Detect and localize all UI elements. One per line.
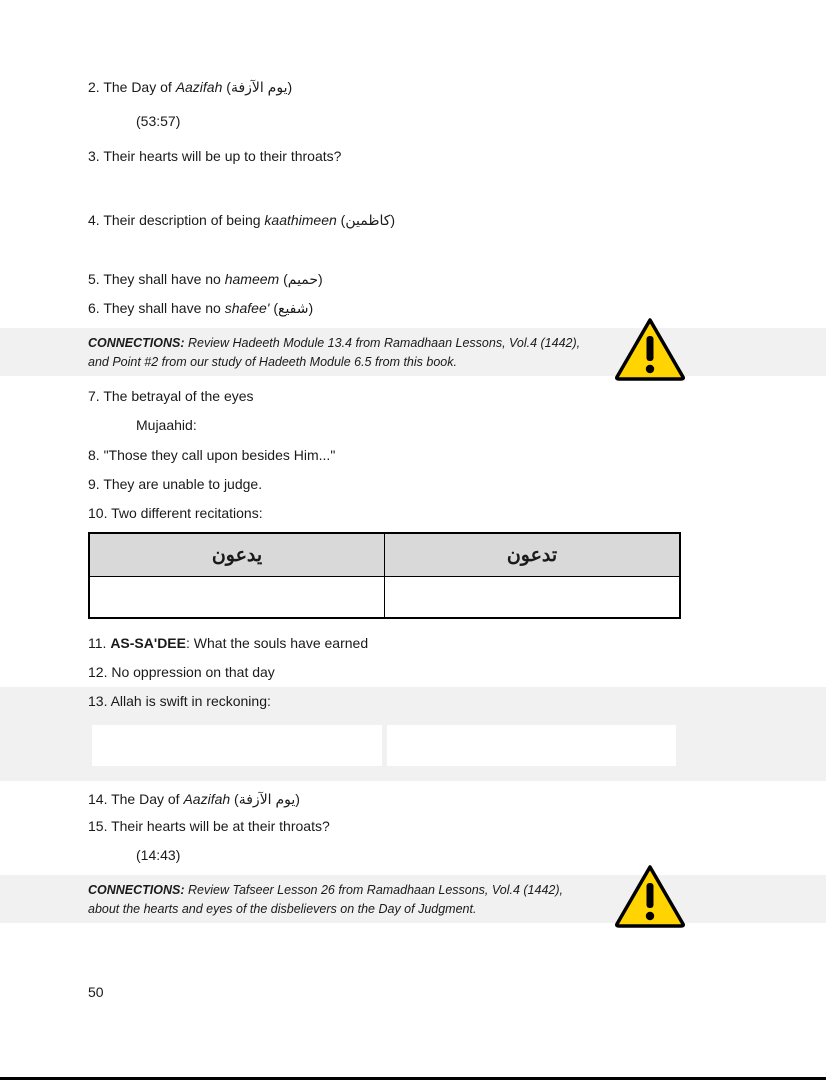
item-11: 11. AS-SA'DEE: What the souls have earned <box>88 635 369 651</box>
item-3: 3. Their hearts will be up to their throats? <box>88 148 342 164</box>
connections-note-2: CONNECTIONS: Review Tafseer Lesson 26 from Ramadhaan Lessons, Vol.4 (1442), about the hearts and eyes of the disbelievers on the Day of Judgment. <box>88 883 563 916</box>
answer-box-right <box>387 725 676 766</box>
recitation-left-header: يدعون <box>89 533 385 577</box>
recitations-table <box>88 532 681 619</box>
item-2: 2. The Day of Aazifah (يوم الآزفة) <box>88 79 293 95</box>
warning-triangle-icon <box>614 863 686 929</box>
item-10: 10. Two different recitations: <box>88 505 263 521</box>
item-15-reference: (14:43) <box>136 847 181 863</box>
warning-triangle-icon <box>614 316 686 382</box>
item-9: 9. They are unable to judge. <box>88 476 263 492</box>
answer-box-left <box>92 725 382 766</box>
item-2-reference: (53:57) <box>136 113 181 129</box>
item-7-subnote: Mujaahid: <box>136 417 197 433</box>
item-7: 7. The betrayal of the eyes <box>88 388 254 404</box>
item-13: 13. Allah is swift in reckoning: <box>88 693 271 709</box>
item-5: 5. They shall have no hameem (حميم) <box>88 271 323 287</box>
item-14: 14. The Day of Aazifah (يوم الآزفة) <box>88 791 300 807</box>
item-8: 8. "Those they call upon besides Him..." <box>88 447 336 463</box>
recitation-left-cell <box>89 577 385 619</box>
item-15: 15. Their hearts will be at their throats? <box>88 818 330 834</box>
item-12: 12. No oppression on that day <box>88 664 275 680</box>
item-4: 4. Their description of being kaathimeen (كاظمين) <box>88 212 396 228</box>
recitation-right-cell <box>385 577 681 619</box>
item-6: 6. They shall have no shafee' (شفيع) <box>88 300 314 316</box>
connections-note-1: CONNECTIONS: Review Hadeeth Module 13.4 from Ramadhaan Lessons, Vol.4 (1442), and Point #2 from our study of Hadeeth Module 6.5 from this book. <box>88 336 581 369</box>
recitation-right-header: تدعون <box>385 533 681 577</box>
page-number: 50 <box>88 984 104 1000</box>
